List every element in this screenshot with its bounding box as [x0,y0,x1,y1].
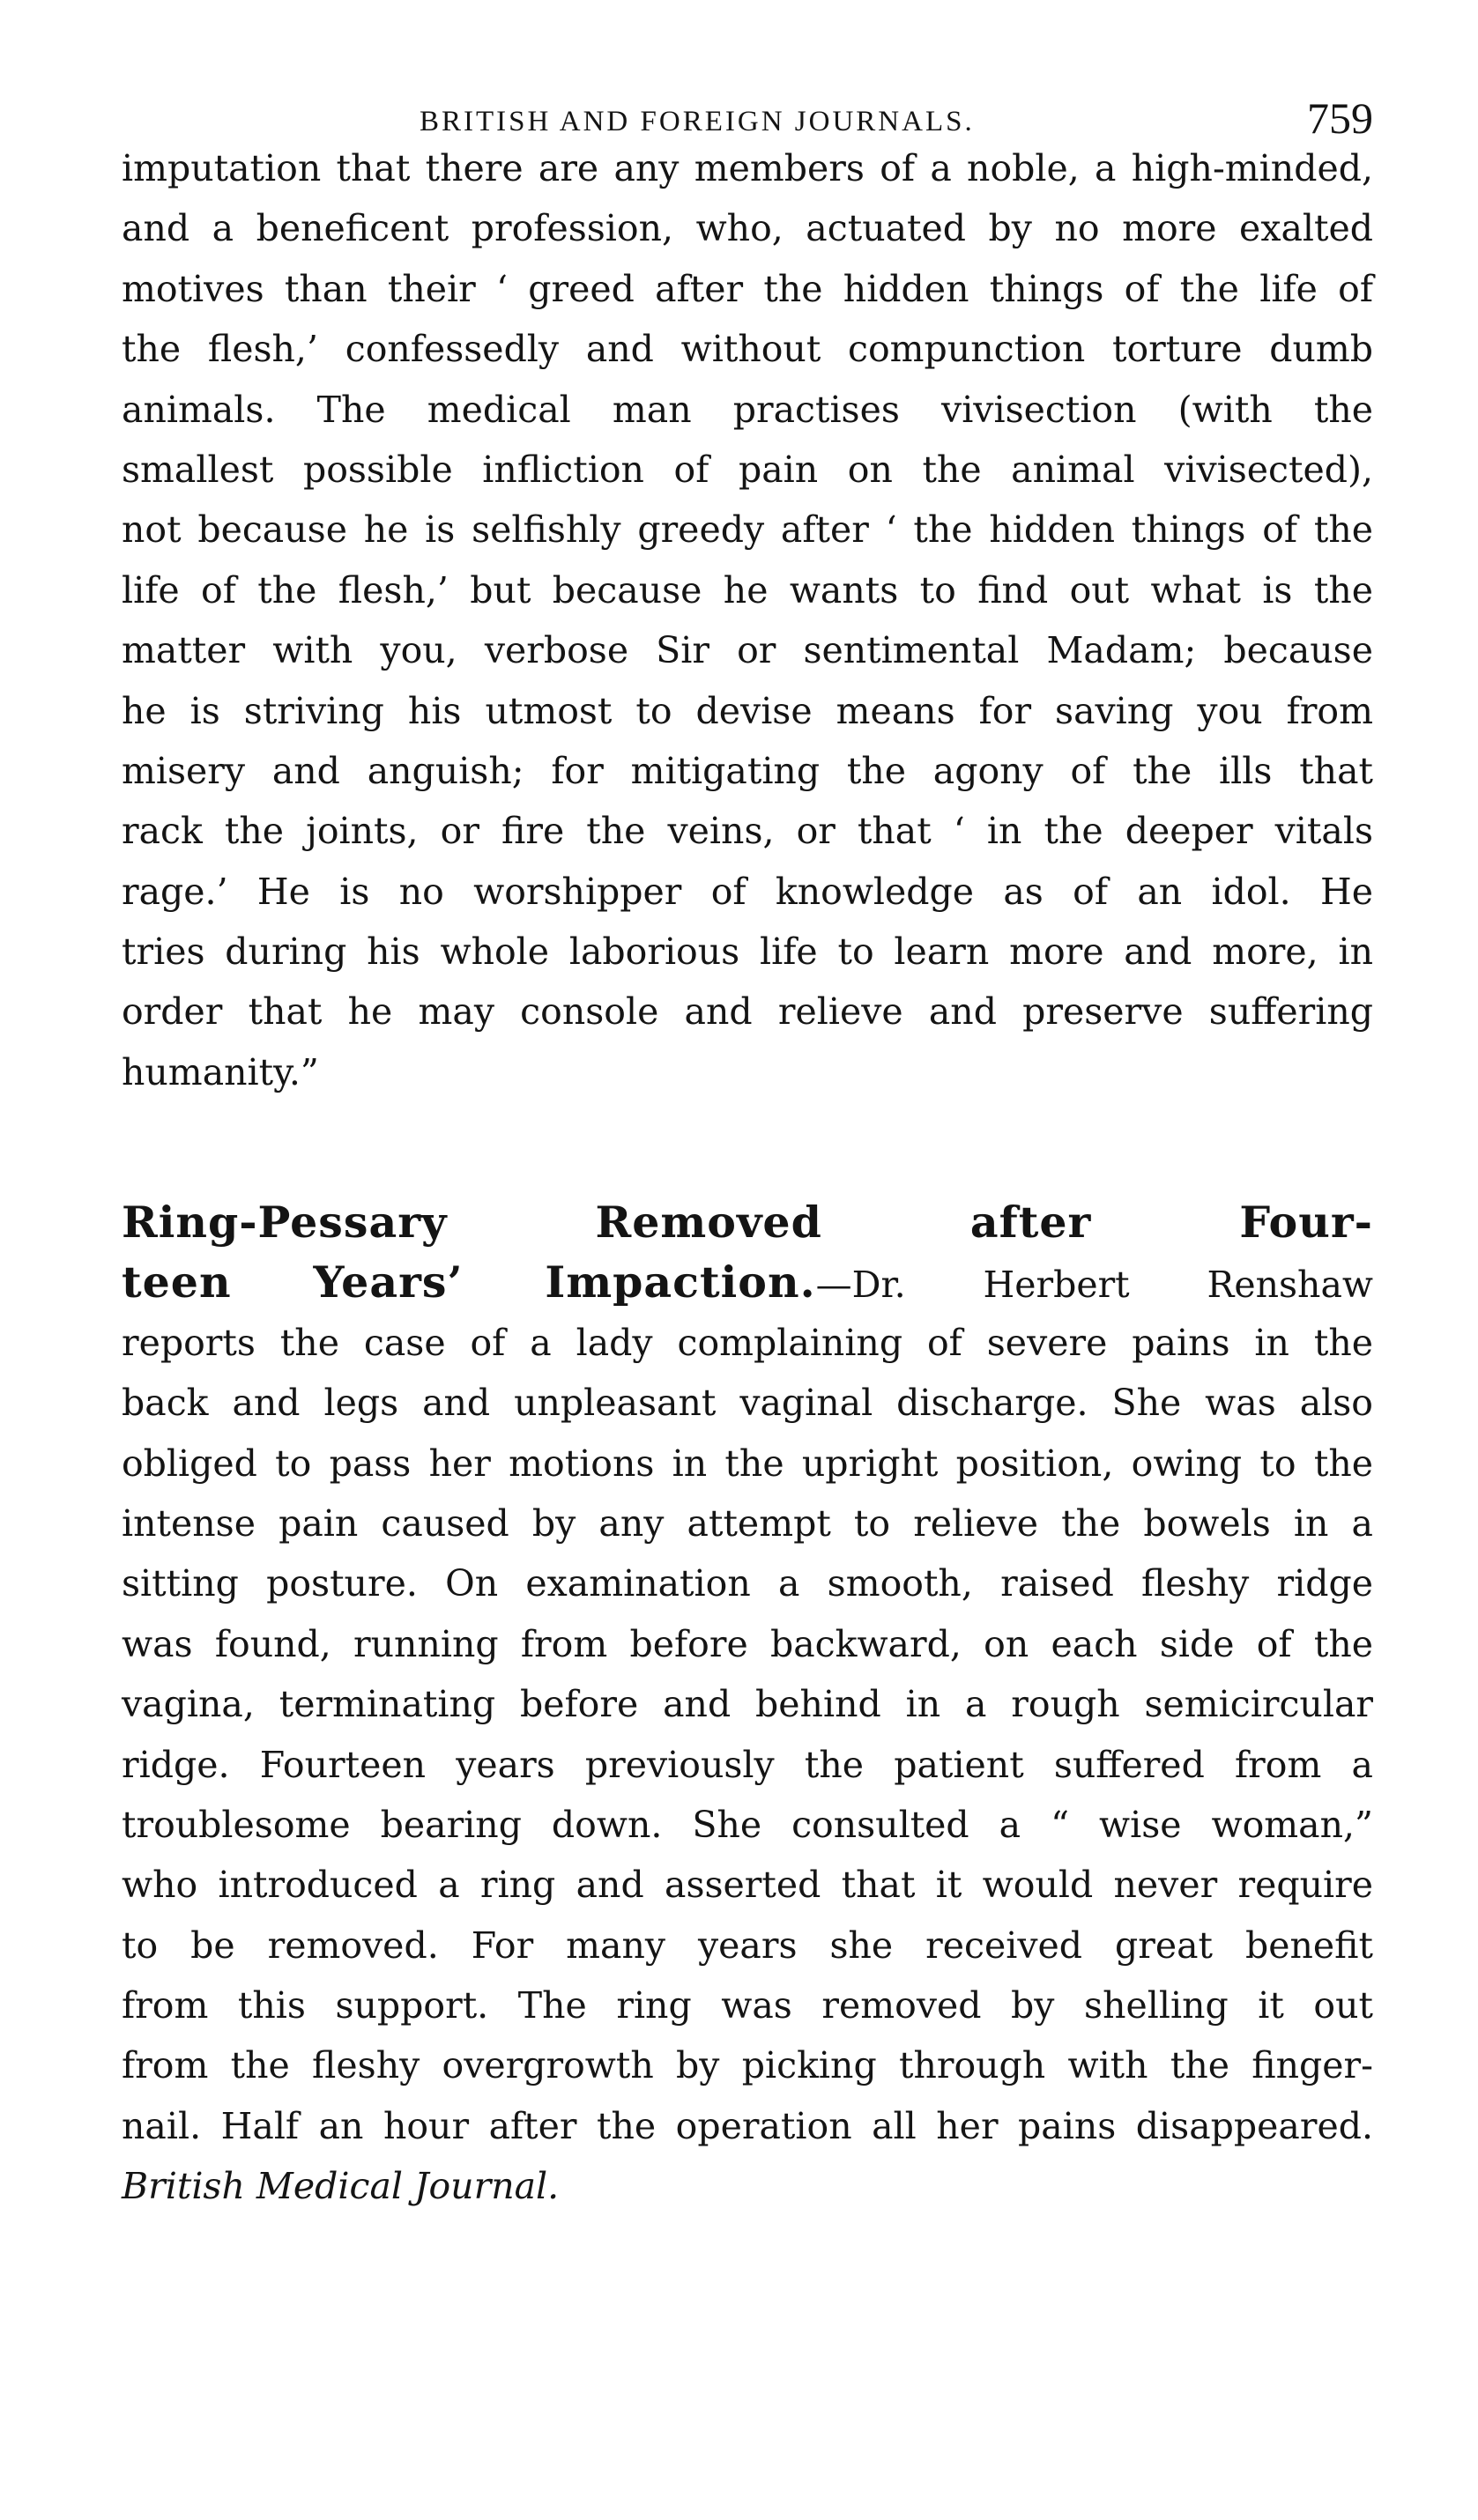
text-line: misery and anguish; for mitigating the agony of the ills that [122,749,1373,792]
article-heading-tail: teen Years’ Impaction. [122,1256,816,1308]
text-line: and a beneficent profession, who, actuated by no more exalted [122,207,1373,250]
text-line: imputation that there are any members of a noble, a high-minded, [122,147,1373,189]
text-line: motives than their ‘ greed after the hidden things of the life of [122,267,1373,310]
text-line: matter with you, verbose Sir or sentimental Madam; because [122,629,1373,672]
text-line: from this support. The ring was removed by shelling it out [122,1984,1373,2027]
source-citation: British Medical Journal. [122,2165,560,2208]
text-line: reports the case of a lady complaining of severe pains in the [122,1321,1373,1364]
text-line: tries during his whole laborious life to learn more and more, in [122,930,1373,974]
page-number: 759 [1307,93,1373,143]
text-line: he is striving his utmost to devise means for saving you from [122,689,1373,732]
text-line: not because he is selfishly greedy after ‘ the hidden things of the [122,508,1373,552]
text-line: obliged to pass her motions in the upright position, owing to the [122,1442,1373,1485]
text-line: humanity.” [122,1050,319,1093]
text-line: from the fleshy overgrowth by picking through with the finger- [122,2044,1373,2087]
text-line: sitting posture. On examination a smooth, raised fleshy ridge [122,1562,1373,1605]
text-line: the flesh,’ confessedly and without compunction torture dumb [122,328,1373,371]
text-line: ridge. Fourteen years previously the patient suffered from a [122,1743,1373,1786]
continued-paragraph [122,138,1373,1102]
article-heading: Ring-Pessary Removed after Four- [122,1197,1373,1248]
text-line: who introduced a ring and asserted that it would never require [122,1864,1373,1907]
text-line: troublesome bearing down. She consulted a “ wise woman,” [122,1803,1373,1846]
text-line: intense pain caused by any attempt to relieve the bowels in a [122,1501,1373,1545]
text-line: life of the flesh,’ but because he wants to find out what is the [122,568,1373,611]
text-line: smallest possible infliction of pain on the animal vivisected), [122,448,1373,491]
text-line: nail. Half an hour after the operation all her pains disappeared. [122,2104,1373,2147]
text-line: was found, running from before backward, on each side of the [122,1622,1373,1665]
text-line: vagina, terminating before and behind in a rough semicircular [122,1683,1373,1726]
article-paragraph [122,1192,1373,2217]
article-heading-continued [122,1252,1373,1312]
text-line: to be removed. For many years she received great benefit [122,1923,1373,1967]
text-line: animals. The medical man practises vivisection (with the [122,388,1373,431]
text-line: order that he may console and relieve and preserve suffering [122,990,1373,1034]
text-line: rage.’ He is no worshipper of knowledge as of an idol. He [122,870,1373,913]
text-line: rack the joints, or fire the veins, or that ‘ in the deeper vitals [122,810,1373,853]
running-title: BRITISH AND FOREIGN JOURNALS. [420,106,975,137]
text-line: back and legs and unpleasant vaginal discharge. She was also [122,1382,1373,1425]
article-author: —Dr. Herbert Renshaw [815,1264,1373,1307]
